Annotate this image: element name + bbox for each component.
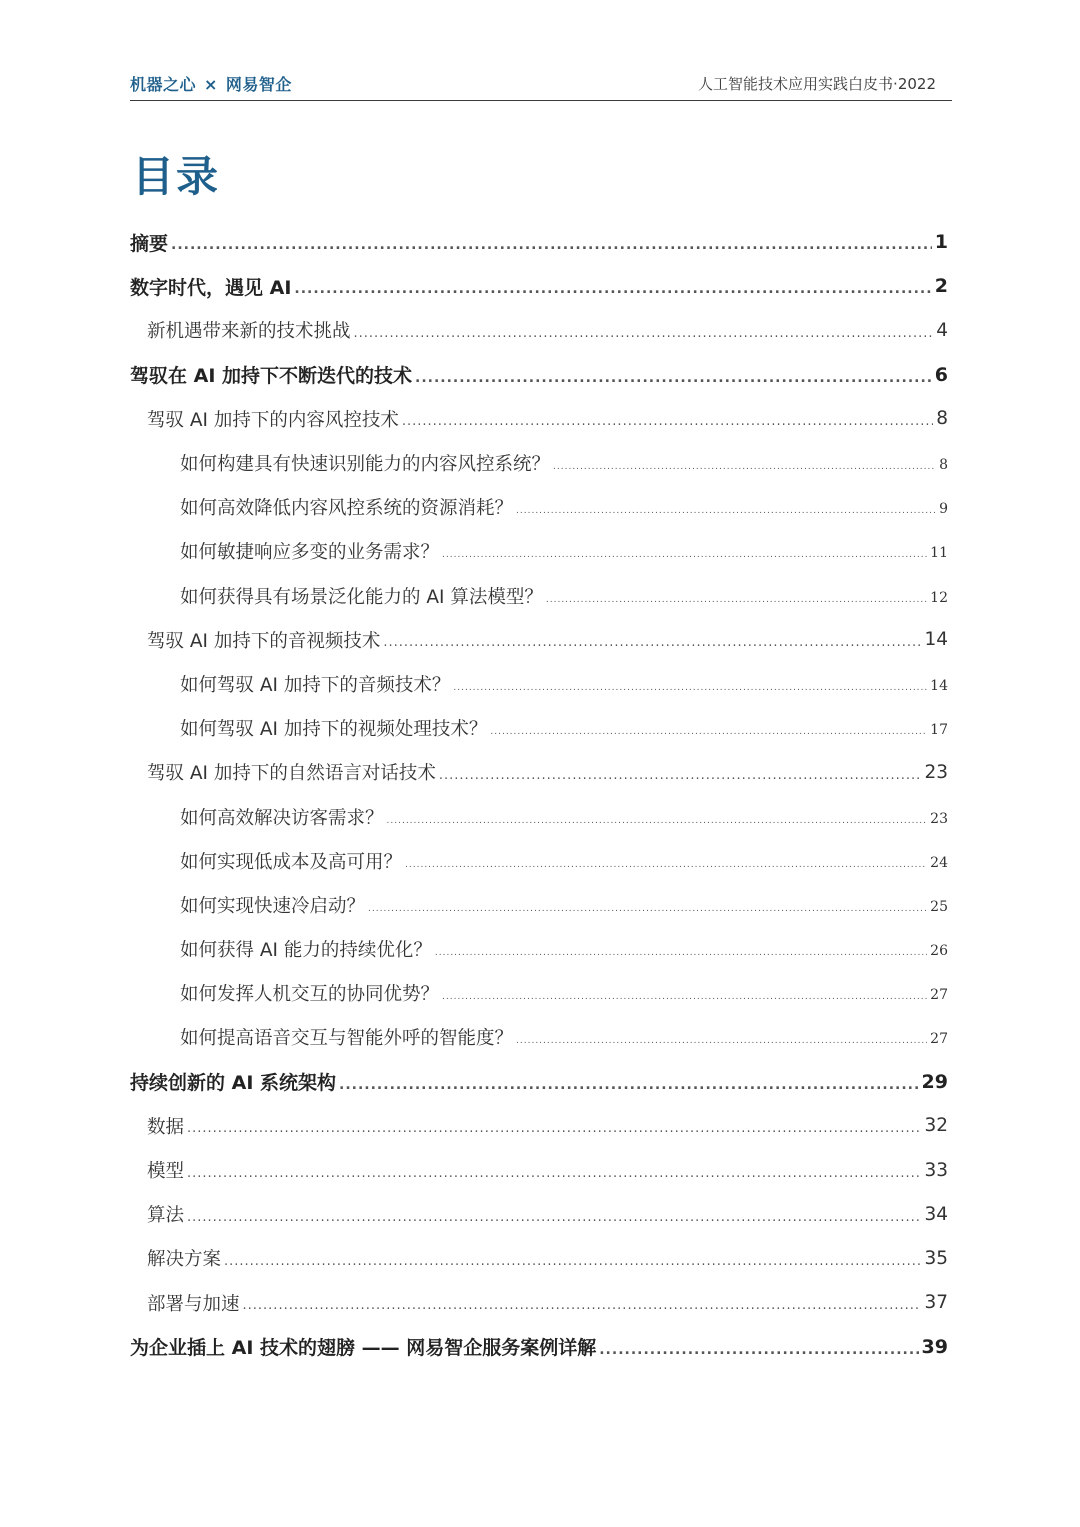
page-title: 目录 xyxy=(132,152,221,201)
toc-entry[interactable] xyxy=(130,574,948,618)
toc-entry[interactable] xyxy=(130,971,948,1015)
toc-entry[interactable] xyxy=(130,750,948,794)
toc-page-number: 9 xyxy=(939,501,948,518)
toc-entry-title: 摘要 xyxy=(130,232,169,255)
toc-leader-dots xyxy=(435,948,927,958)
toc-entry-title: 如何发挥人机交互的协同优势？ xyxy=(180,984,440,1006)
toc-entry[interactable] xyxy=(130,353,948,397)
toc-entry-title: 部署与加速 xyxy=(147,1293,240,1315)
toc-page-number: 2 xyxy=(934,275,948,298)
toc-page-number: 24 xyxy=(930,854,948,871)
toc-entry-title: 驾驭在 AI 加持下不断迭代的技术 xyxy=(130,365,413,388)
toc-leader-dots xyxy=(442,550,927,560)
toc-page-number: 4 xyxy=(936,319,948,341)
toc-page-number: 8 xyxy=(936,408,948,430)
toc-entry[interactable] xyxy=(130,1281,948,1325)
toc-entry[interactable] xyxy=(130,883,948,927)
toc-leader-dots xyxy=(387,816,928,826)
toc-entry[interactable] xyxy=(130,308,948,352)
toc-page-number: 39 xyxy=(921,1335,948,1358)
toc-entry[interactable] xyxy=(130,1192,948,1236)
toc-page-number: 27 xyxy=(930,987,948,1004)
toc-leader-dots xyxy=(442,992,927,1002)
brand-right: 网易智企 xyxy=(225,75,292,94)
toc-entry[interactable] xyxy=(130,529,948,573)
toc-entry-title: 持续创新的 AI 系统架构 xyxy=(130,1072,337,1095)
toc-entry[interactable] xyxy=(130,618,948,662)
toc-leader-dots xyxy=(546,595,927,605)
toc-entry-title: 如何驾驭 AI 加持下的音频技术？ xyxy=(180,674,451,696)
toc-entry[interactable] xyxy=(130,264,948,308)
toc-page-number: 26 xyxy=(930,943,948,960)
toc-page-number: 25 xyxy=(930,898,948,915)
toc-leader-dots xyxy=(187,1121,921,1136)
toc-leader-dots xyxy=(516,506,936,516)
toc-leader-dots xyxy=(224,1254,921,1269)
toc-entry-title: 如何获得具有场景泛化能力的 AI 算法模型？ xyxy=(180,586,543,608)
toc-page-number: 23 xyxy=(924,761,948,783)
toc-entry[interactable] xyxy=(130,220,948,264)
toc-leader-dots xyxy=(187,1210,921,1225)
toc-page-number: 34 xyxy=(924,1203,948,1225)
toc-entry-title: 如何高效解决访客需求？ xyxy=(180,807,384,829)
toc-page-number: 8 xyxy=(939,457,948,474)
toc-entry[interactable] xyxy=(130,1104,948,1148)
toc-leader-dots xyxy=(490,727,927,737)
toc-entry-title: 数据 xyxy=(147,1116,185,1138)
toc-entry[interactable] xyxy=(130,839,948,883)
toc-page-number: 27 xyxy=(930,1031,948,1048)
toc-entry[interactable] xyxy=(130,706,948,750)
page-header xyxy=(130,66,952,101)
toc-entry-title: 驾驭 AI 加持下的内容风控技术 xyxy=(147,409,399,431)
toc-page-number: 14 xyxy=(930,677,948,694)
toc-page-number: 29 xyxy=(921,1070,948,1093)
toc-entry-title: 模型 xyxy=(147,1161,185,1183)
toc-leader-dots xyxy=(453,683,927,693)
toc-entry[interactable] xyxy=(130,662,948,706)
toc-entry[interactable] xyxy=(130,927,948,971)
toc-entry-title: 如何构建具有快速识别能力的内容风控系统？ xyxy=(180,454,551,476)
toc-leader-dots xyxy=(402,414,933,429)
toc-page-number: 17 xyxy=(930,722,948,739)
toc-entry-title: 新机遇带来新的技术挑战 xyxy=(147,321,351,343)
toc-leader-dots xyxy=(516,1036,927,1046)
brand-left: 机器之心 xyxy=(130,75,197,94)
table-of-contents xyxy=(130,220,948,1369)
toc-entry-title: 解决方案 xyxy=(147,1249,222,1271)
toc-entry-title: 如何驾驭 AI 加持下的视频处理技术？ xyxy=(180,719,488,741)
toc-leader-dots xyxy=(405,860,927,870)
toc-entry-title: 如何实现快速冷启动？ xyxy=(180,895,366,917)
toc-entry[interactable] xyxy=(130,397,948,441)
toc-page-number: 14 xyxy=(924,629,948,651)
toc-leader-dots xyxy=(339,1077,919,1093)
toc-entry[interactable] xyxy=(130,441,948,485)
toc-entry-title: 如何实现低成本及高可用？ xyxy=(180,851,403,873)
toc-entry[interactable] xyxy=(130,794,948,838)
toc-leader-dots xyxy=(354,326,934,341)
toc-entry-title: 如何高效降低内容风控系统的资源消耗？ xyxy=(180,498,514,520)
toc-leader-dots xyxy=(439,768,922,783)
toc-page-number: 6 xyxy=(934,363,948,386)
toc-page-number: 12 xyxy=(930,589,948,606)
toc-page-number: 37 xyxy=(924,1292,948,1314)
toc-entry-title: 如何获得 AI 能力的持续优化？ xyxy=(180,940,432,962)
toc-entry[interactable] xyxy=(130,1060,948,1104)
toc-entry-title: 数字时代，遇见 AI xyxy=(130,276,292,299)
brand-separator: × xyxy=(204,75,218,94)
toc-leader-dots xyxy=(368,904,927,914)
toc-page-number: 33 xyxy=(924,1159,948,1181)
toc-page-number: 11 xyxy=(930,545,948,562)
document-title: 人工智能技术应用实践白皮书·2022 xyxy=(698,75,936,93)
toc-page-number: 1 xyxy=(934,231,948,254)
toc-entry-title: 算法 xyxy=(147,1205,185,1227)
toc-page-number: 32 xyxy=(924,1115,948,1137)
toc-leader-dots xyxy=(383,635,921,650)
toc-entry-title: 如何提高语音交互与智能外呼的智能度？ xyxy=(180,1028,514,1050)
toc-leader-dots xyxy=(243,1298,922,1313)
toc-entry-title: 驾驭 AI 加持下的音视频技术 xyxy=(147,630,381,652)
toc-leader-dots xyxy=(294,281,931,297)
toc-leader-dots xyxy=(415,370,932,386)
toc-entry-title: 如何敏捷响应多变的业务需求？ xyxy=(180,542,440,564)
toc-entry[interactable] xyxy=(130,1148,948,1192)
toc-page-number: 35 xyxy=(924,1247,948,1269)
toc-leader-dots xyxy=(187,1166,921,1181)
toc-entry[interactable] xyxy=(130,485,948,529)
toc-entry-title: 驾驭 AI 加持下的自然语言对话技术 xyxy=(147,763,436,785)
toc-entry-title: 为企业插上 AI 技术的翅膀 —— 网易智企服务案例详解 xyxy=(130,1337,597,1360)
toc-leader-dots xyxy=(171,237,932,253)
toc-entry[interactable] xyxy=(130,1325,948,1369)
toc-leader-dots xyxy=(553,462,936,472)
brand-logo xyxy=(130,72,292,95)
toc-entry[interactable] xyxy=(130,1236,948,1280)
toc-leader-dots xyxy=(599,1342,918,1358)
toc-page-number: 23 xyxy=(930,810,948,827)
toc-entry[interactable] xyxy=(130,1015,948,1059)
